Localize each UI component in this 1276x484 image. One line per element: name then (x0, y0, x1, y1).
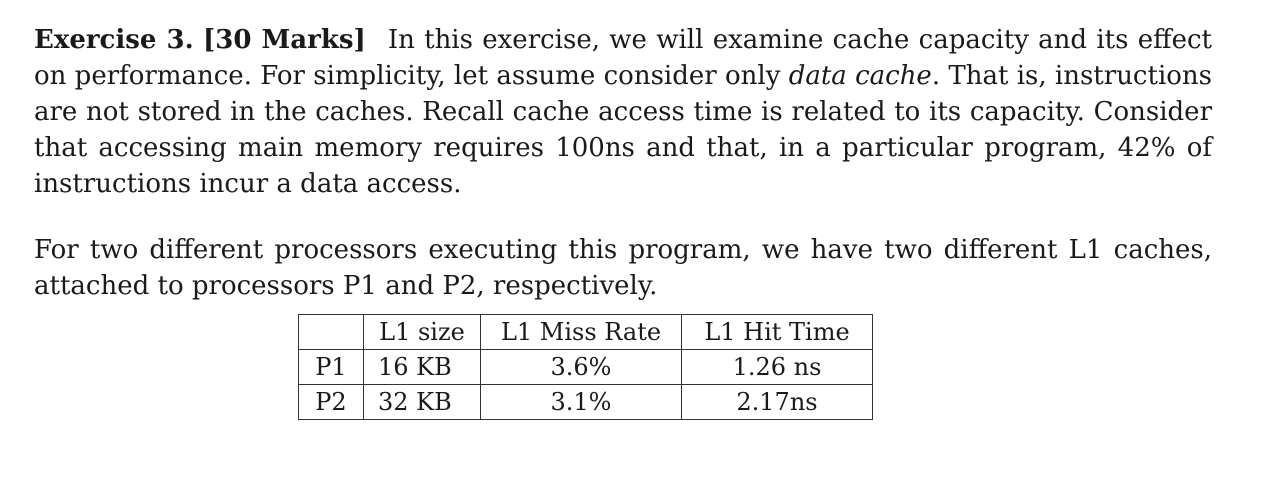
table-row (299, 385, 873, 420)
cell-p2-l1-size: 32 KB (364, 385, 481, 420)
processors-paragraph: For two different processors executing this program, we have two different L1 caches, attached to processors P1 and P2, respectively. (34, 235, 1212, 301)
cell-p2-hit-time: 2.17ns (682, 385, 873, 420)
exercise-document (34, 22, 1212, 304)
intro-text-part-1: In this exercise, we will examine cache capacity and its effect on performance. For simplicity, let assume consider only (34, 25, 1213, 91)
cache-table-container (298, 314, 873, 420)
header-l1-size: L1 size (364, 315, 481, 350)
header-l1-miss-rate: L1 Miss Rate (481, 315, 682, 350)
header-l1-hit-time: L1 Hit Time (682, 315, 873, 350)
cell-p2-miss-rate: 3.1% (481, 385, 682, 420)
cell-p1-hit-time: 1.26 ns (682, 350, 873, 385)
table-row (299, 350, 873, 385)
emphasized-term: data cache (788, 61, 932, 91)
cell-p1-miss-rate: 3.6% (481, 350, 682, 385)
exercise-heading: Exercise 3. (34, 25, 194, 55)
header-corner-cell (299, 315, 364, 350)
exercise-marks: [30 Marks] (202, 25, 366, 55)
table-header-row (299, 315, 873, 350)
row-label-p2: P2 (299, 385, 364, 420)
intro-text-part-2: . That is, instructions are not stored in the caches. Recall cache access time is related to its capacity. Consider that accessing main memory requires 100ns and that, in a particular program, 42% of instructions incur a data access. (34, 61, 1213, 199)
cell-p1-l1-size: 16 KB (364, 350, 481, 385)
exercise-intro-paragraph (34, 22, 1212, 202)
cache-comparison-table (298, 314, 873, 420)
row-label-p1: P1 (299, 350, 364, 385)
